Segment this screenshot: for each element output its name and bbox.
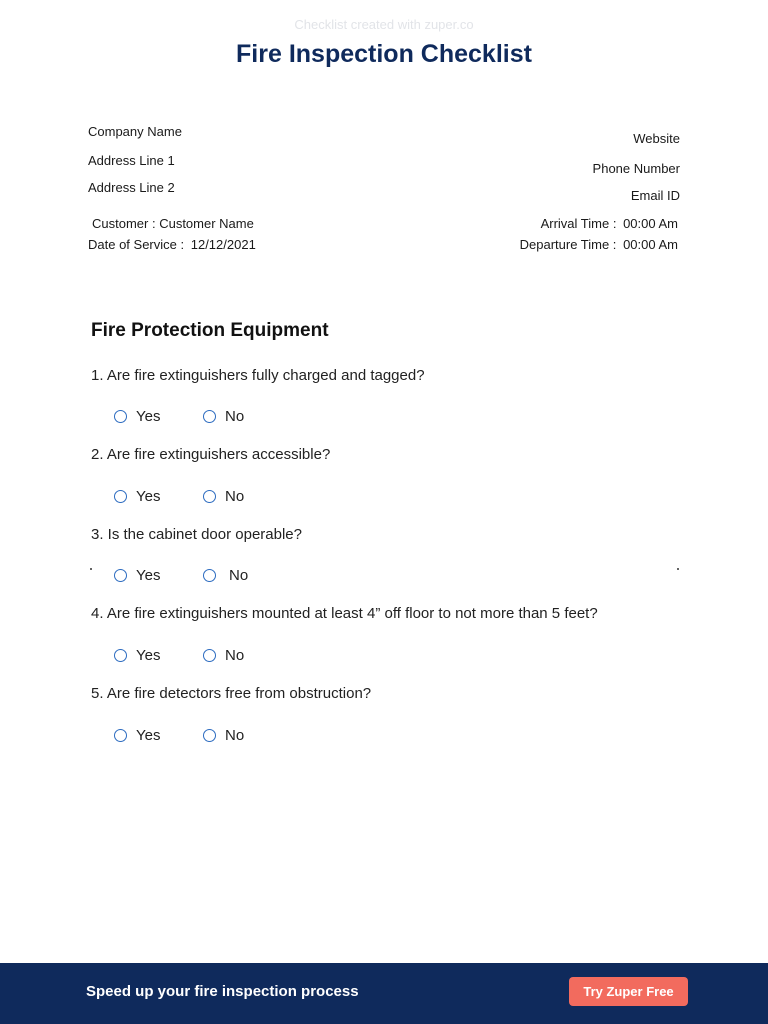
arrival-row: [541, 216, 678, 231]
question-1: 1. Are fire extinguishers fully charged and tagged?: [91, 367, 425, 384]
q4-no-option[interactable]: [203, 647, 244, 664]
yes-label: Yes: [136, 647, 161, 664]
company-phone: Phone Number: [592, 161, 680, 176]
footer-text: Speed up your fire inspection process: [86, 983, 359, 1000]
q3-no-option[interactable]: [203, 567, 248, 584]
no-label: No: [225, 488, 245, 505]
page-title: Fire Inspection Checklist: [236, 40, 532, 68]
q4-yes-option[interactable]: [114, 647, 160, 664]
no-label: No: [225, 647, 245, 664]
radio-icon[interactable]: [114, 569, 127, 582]
yes-label: Yes: [136, 567, 161, 584]
radio-icon[interactable]: [203, 729, 216, 742]
departure-value: 00:00 Am: [623, 237, 678, 252]
no-label: No: [229, 567, 249, 584]
yes-label: Yes: [136, 488, 161, 505]
address-line-1: Address Line 1: [88, 153, 175, 168]
address-line-2: Address Line 2: [88, 180, 175, 195]
company-website: Website: [633, 131, 680, 146]
arrival-value: 00:00 Am: [623, 216, 678, 231]
q2-yes-option[interactable]: [114, 488, 160, 505]
q3-yes-option[interactable]: [114, 567, 160, 584]
no-label: No: [225, 408, 245, 425]
try-zuper-free-button[interactable]: Try Zuper Free: [569, 977, 688, 1006]
radio-icon[interactable]: [203, 410, 216, 423]
stray-dot: [90, 568, 92, 570]
customer-row: [92, 216, 254, 231]
customer-value: Customer Name: [159, 216, 254, 231]
q2-no-option[interactable]: [203, 488, 244, 505]
q1-yes-option[interactable]: [114, 408, 160, 425]
section-title: Fire Protection Equipment: [91, 320, 329, 341]
q1-no-option[interactable]: [203, 408, 244, 425]
customer-label: Customer :: [92, 216, 156, 231]
stray-dot: [677, 568, 679, 570]
arrival-label: Arrival Time :: [540, 216, 617, 231]
q5-no-option[interactable]: [203, 727, 244, 744]
company-email: Email ID: [630, 188, 680, 203]
date-value: 12/12/2021: [190, 237, 256, 252]
radio-icon[interactable]: [114, 410, 127, 423]
departure-label: Departure Time :: [519, 237, 617, 252]
date-label: Date of Service :: [88, 237, 185, 252]
company-name: Company Name: [88, 124, 182, 139]
radio-icon[interactable]: [114, 649, 127, 662]
radio-icon[interactable]: [203, 490, 216, 503]
question-5: 5. Are fire detectors free from obstruction?: [91, 685, 372, 702]
yes-label: Yes: [136, 408, 161, 425]
watermark: Checklist created with zuper.co: [294, 17, 474, 32]
question-2: 2. Are fire extinguishers accessible?: [91, 446, 331, 463]
departure-row: [520, 237, 678, 252]
radio-icon[interactable]: [114, 729, 127, 742]
yes-label: Yes: [136, 727, 161, 744]
no-label: No: [225, 727, 245, 744]
question-4: 4. Are fire extinguishers mounted at least 4” off floor to not more than 5 feet?: [91, 605, 598, 622]
radio-icon[interactable]: [203, 569, 216, 582]
radio-icon[interactable]: [203, 649, 216, 662]
q5-yes-option[interactable]: [114, 727, 160, 744]
question-3: 3. Is the cabinet door operable?: [91, 526, 302, 543]
radio-icon[interactable]: [114, 490, 127, 503]
date-row: [88, 237, 256, 252]
